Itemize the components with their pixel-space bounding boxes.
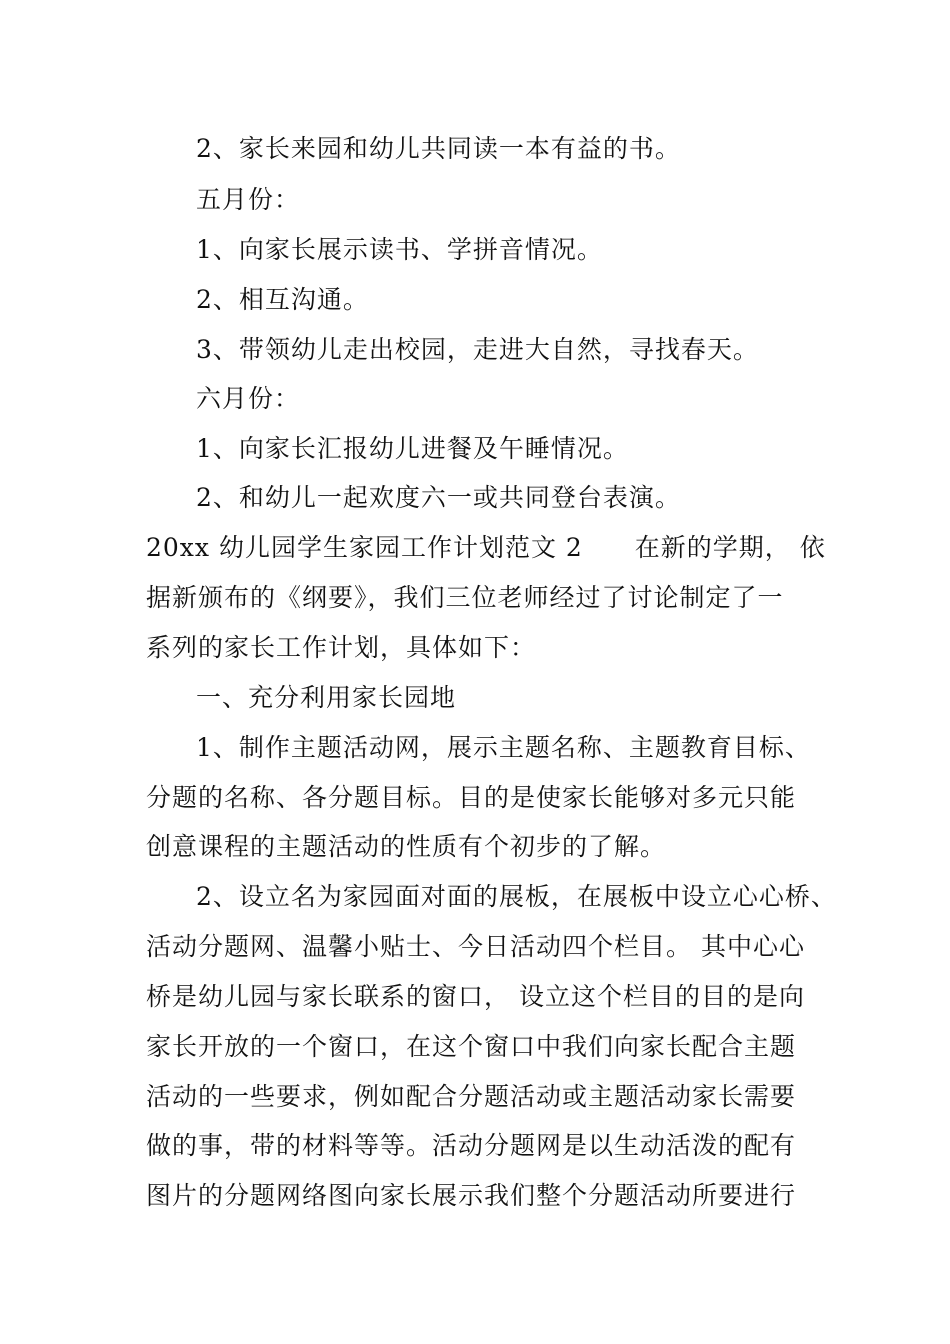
text-line: 桥是幼儿园与家长联系的窗口， 设立这个栏目的目的是向 [146, 982, 805, 1011]
text-line: 3、带领幼儿走出校园，走进大自然，寻找春天。 [196, 335, 759, 364]
text-line: 做的事，带的材料等等。活动分题网是以生动活泼的配有 [146, 1131, 797, 1160]
text-line: 2、相互沟通。 [196, 285, 369, 314]
text-line: 1、向家长汇报幼儿进餐及午睡情况。 [196, 434, 629, 463]
text-line: 分题的名称、各分题目标。目的是使家长能够对多元只能 [146, 783, 797, 812]
text-line: 活动分题网、温馨小贴士、今日活动四个栏目。 其中心心 [146, 932, 805, 961]
section-heading: 一、充分利用家长园地 [196, 683, 457, 712]
text-line: 1、向家长展示读书、学拼音情况。 [196, 235, 603, 264]
text-line: 活动的一些要求，例如配合分题活动或主题活动家长需要 [146, 1082, 797, 1111]
text-line: 2、家长来园和幼儿共同读一本有益的书。 [196, 134, 681, 163]
text-line: 2、和幼儿一起欢度六一或共同登台表演。 [196, 483, 681, 512]
text-line: 据新颁布的《纲要》，我们三位老师经过了讨论制定了一 [146, 583, 784, 612]
text-line: 系列的家长工作计划，具体如下： [146, 633, 537, 662]
text-line: 2、设立名为家园面对面的展板，在展板中设立心心桥、 [196, 882, 837, 911]
text-line: 家长开放的一个窗口，在这个窗口中我们向家长配合主题 [146, 1032, 797, 1061]
text-line: 创意课程的主题活动的性质有个初步的了解。 [146, 832, 667, 861]
section-heading-june: 六月份： [196, 384, 301, 413]
section-heading-may: 五月份： [196, 185, 301, 214]
article-title-line: 20xx 幼儿园学生家园工作计划范文 2 在新的学期， 依 [146, 533, 826, 562]
text-line: 1、制作主题活动网，展示主题名称、主题教育目标、 [196, 733, 811, 762]
text-line: 图片的分题网络图向家长展示我们整个分题活动所要进行 [146, 1181, 797, 1210]
